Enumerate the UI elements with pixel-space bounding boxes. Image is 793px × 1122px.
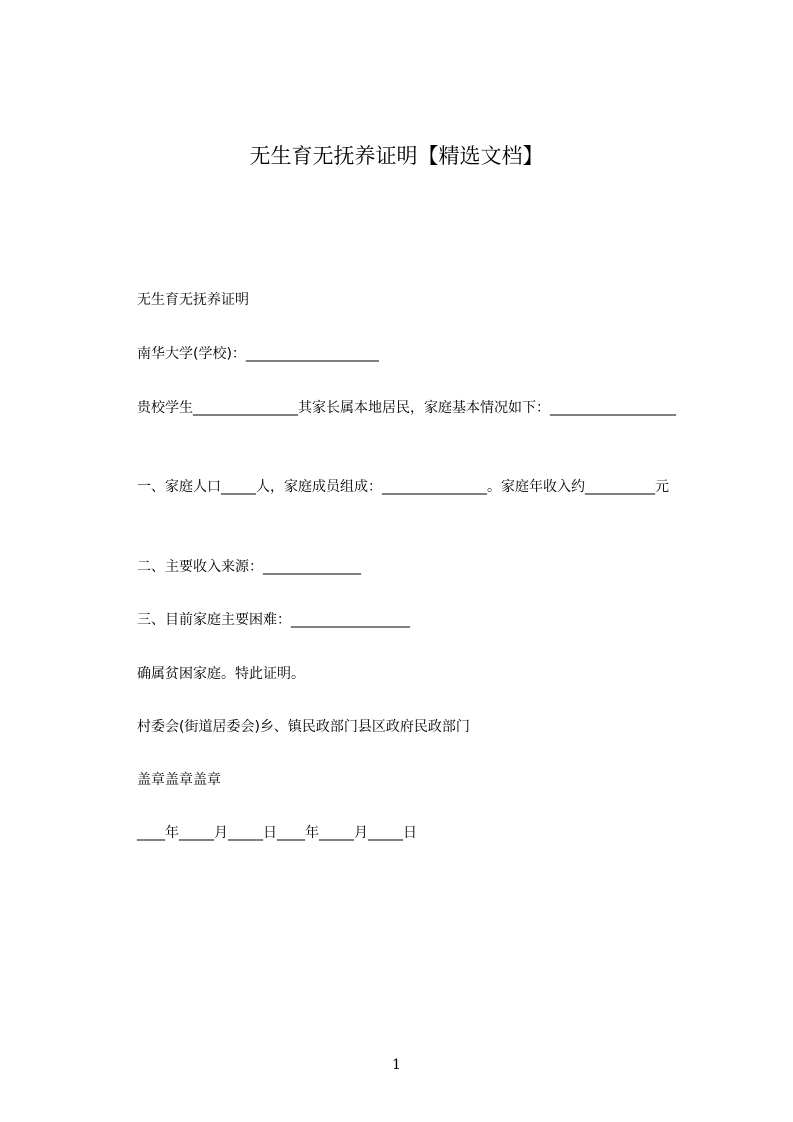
- certificate-heading: 无生育无抚养证明: [137, 292, 249, 308]
- authorities-line: 村委会(街道居委会)乡、镇民政部门县区政府民政部门: [137, 719, 470, 735]
- income-source-line: 二、主要收入来源：______________: [137, 559, 361, 575]
- family-line: 一、家庭人口_____人，家庭成员组成：_______________。家庭年收入约__________元: [137, 479, 669, 495]
- date-line: ____年_____月_____日____年_____月_____日: [137, 825, 417, 841]
- school-line: 南华大学(学校)：___________________: [137, 346, 379, 362]
- difficulty-line: 三、目前家庭主要困难：_________________: [137, 612, 410, 628]
- student-line: 贵校学生_______________其家长属本地居民，家庭基本情况如下：__________________: [137, 400, 676, 416]
- confirm-line: 确属贫困家庭。特此证明。: [137, 666, 305, 682]
- seal-line: 盖章盖章盖章: [137, 772, 221, 788]
- document-title: 无生育无抚养证明【精选文档】: [249, 144, 544, 168]
- page-number: 1: [392, 1057, 401, 1073]
